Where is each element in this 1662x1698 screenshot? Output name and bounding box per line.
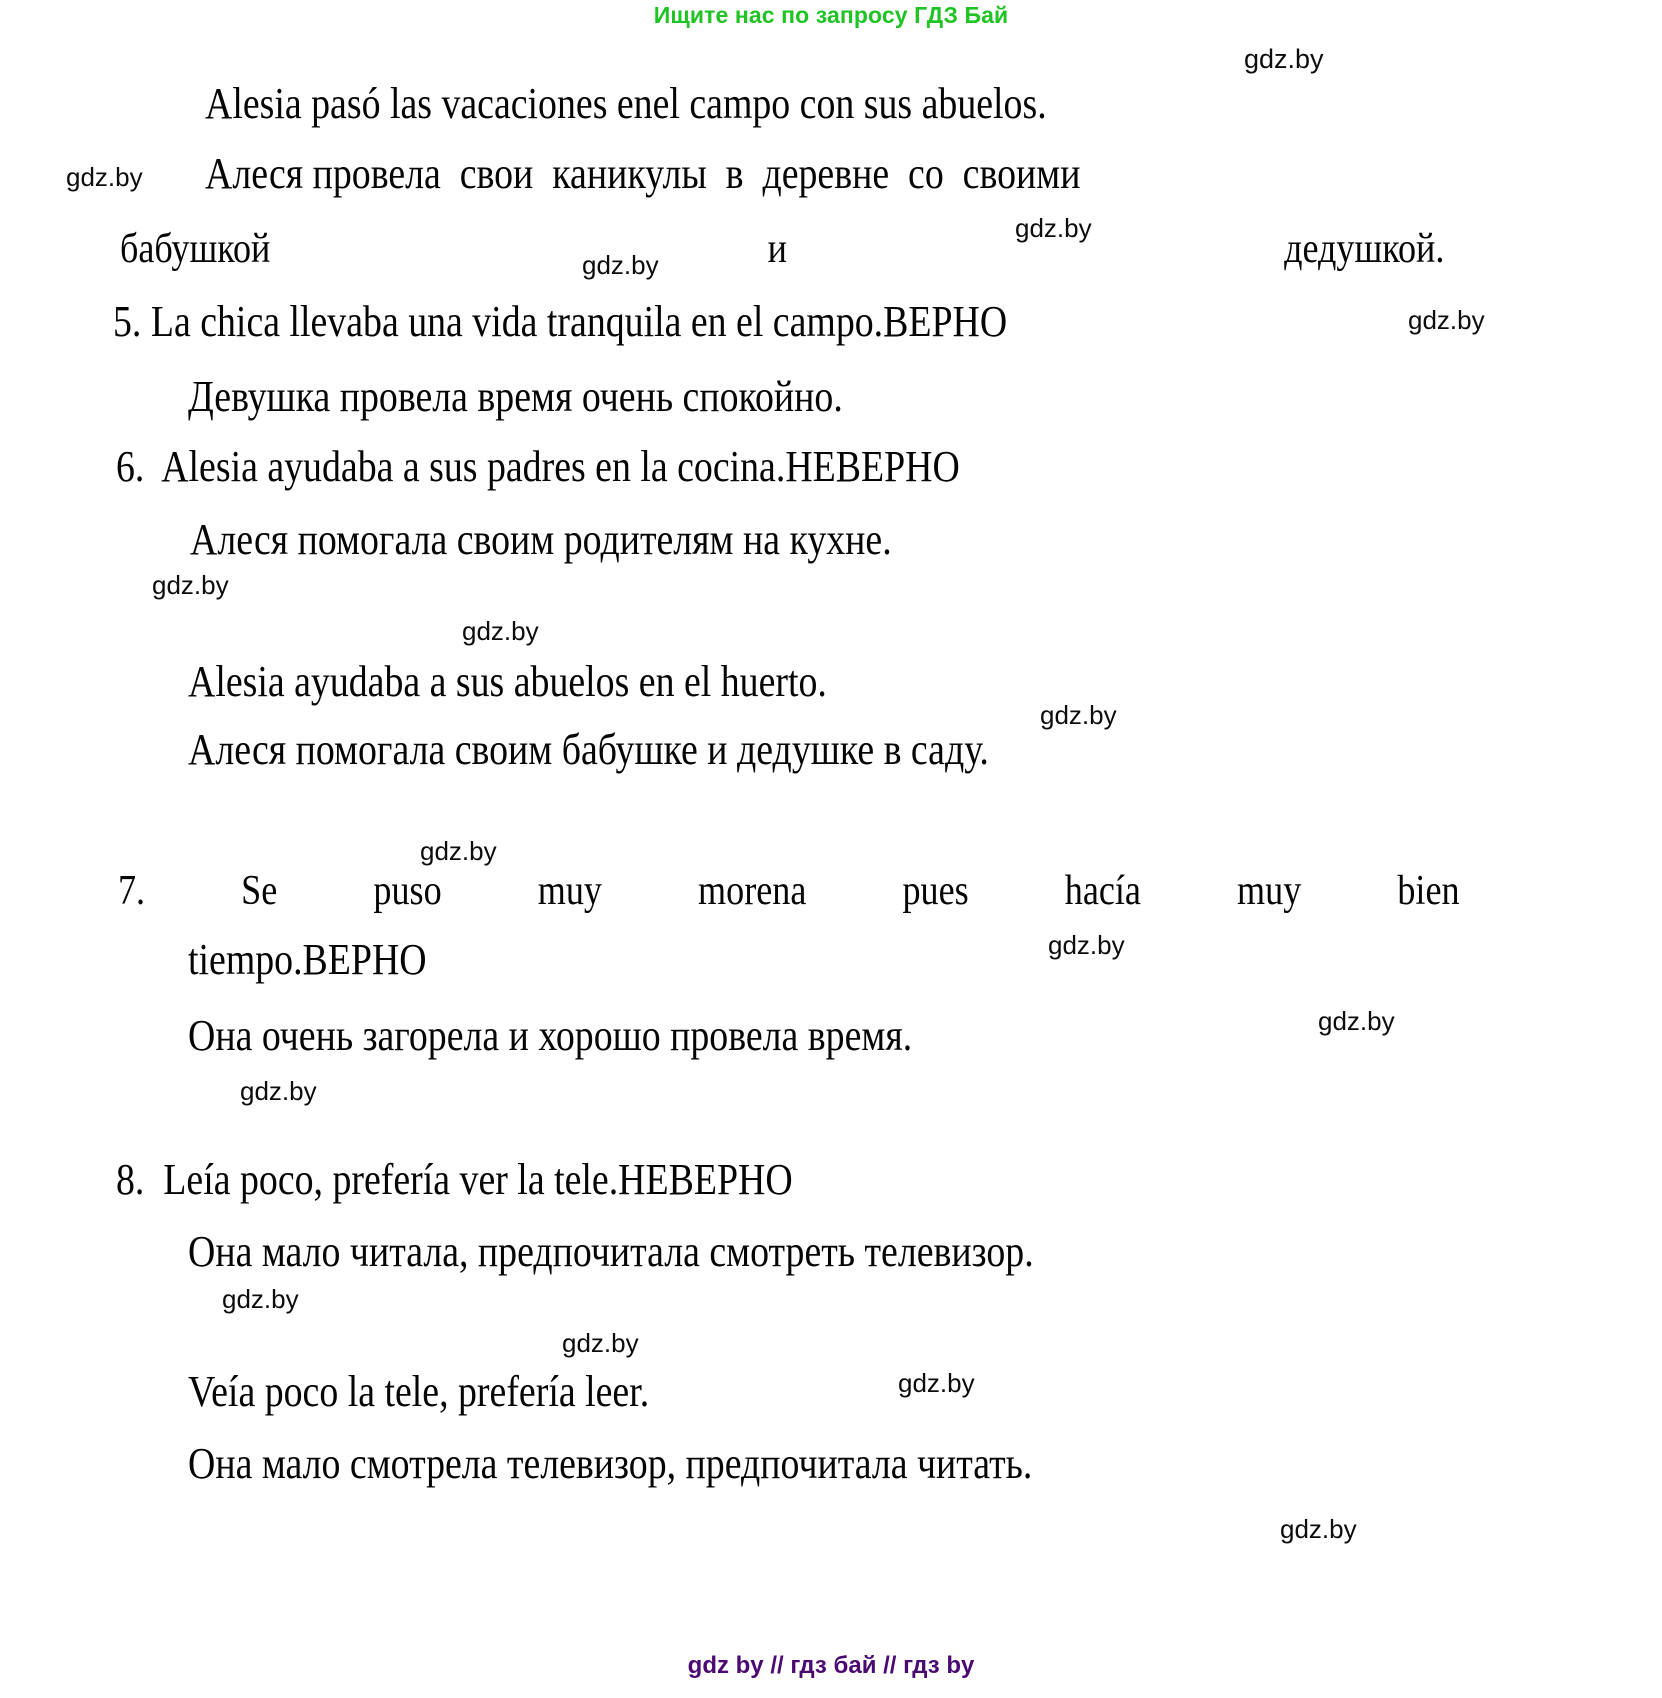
word-hacia: hacía <box>1064 868 1141 914</box>
word-muy-1: muy <box>537 868 602 914</box>
watermark-gdz-by: gdz.by <box>152 570 229 600</box>
text-line-item-6-correction-spanish: Alesia ayudaba a sus abuelos en el huerto. <box>188 657 827 706</box>
text-line-item-8-correction-russian: Она мало смотрела телевизор, предпочитала читать. <box>188 1439 1033 1488</box>
word-muy-2: muy <box>1237 868 1302 914</box>
word-bien: bien <box>1397 868 1460 914</box>
text-fragment-babushkoy: бабушкой <box>120 226 271 272</box>
text-line-item-6-spanish: 6. Alesia ayudaba a sus padres en la cocina.НЕВЕРНО <box>116 442 960 491</box>
text-line-item-7-verdict: tiempo.ВЕРНО <box>188 935 427 984</box>
watermark-gdz-by: gdz.by <box>562 1328 639 1358</box>
text-line-item-7-russian: Она очень загорела и хорошо провела время. <box>188 1011 913 1060</box>
text-fragment-dedushkoy: дедушкой. <box>1284 226 1445 272</box>
word-morena: morena <box>698 868 807 914</box>
watermark-gdz-by: gdz.by <box>1040 700 1117 730</box>
text-line-item-5-russian: Девушка провела время очень спокойно. <box>188 372 843 421</box>
watermark-gdz-by: gdz.by <box>1280 1514 1357 1544</box>
list-number-7: 7. <box>118 868 146 914</box>
text-line-intro-spanish: Alesia pasó las vacaciones enel campo con sus abuelos. <box>205 79 1047 128</box>
watermark-gdz-by: gdz.by <box>1408 305 1485 335</box>
watermark-gdz-by: gdz.by <box>222 1284 299 1314</box>
text-line-item-6-correction-russian: Алеся помогала своим бабушке и дедушке в саду. <box>188 725 989 774</box>
watermark-gdz-by: gdz.by <box>1318 1006 1395 1036</box>
text-line-intro-russian-1: Алеся провела свои каникулы в деревне со своими <box>205 149 1081 198</box>
watermark-gdz-by: gdz.by <box>582 250 659 280</box>
text-line-item-8-correction-spanish: Veía poco la tele, prefería leer. <box>188 1367 650 1416</box>
watermark-gdz-by: gdz.by <box>240 1076 317 1106</box>
footer-site-links: gdz by // гдз бай // гдз by <box>687 1652 975 1679</box>
word-se: Se <box>241 868 278 914</box>
word-pues: pues <box>902 868 969 914</box>
text-line-item-7-spanish <box>118 870 1460 912</box>
text-line-item-5-spanish: 5. La chica llevaba una vida tranquila en el campo.ВЕРНО <box>113 297 1008 346</box>
watermark-gdz-by: gdz.by <box>1244 44 1324 74</box>
watermark-gdz-by: gdz.by <box>1048 930 1125 960</box>
promo-banner-text: Ищите нас по запросу ГДЗ Бай <box>653 2 1009 28</box>
watermark-gdz-by: gdz.by <box>1015 213 1092 243</box>
watermark-gdz-by: gdz.by <box>66 162 143 192</box>
watermark-gdz-by: gdz.by <box>462 616 539 646</box>
text-line-item-6-russian: Алеся помогала своим родителям на кухне. <box>190 515 892 564</box>
watermark-gdz-by: gdz.by <box>898 1368 975 1398</box>
text-fragment-i: и <box>767 226 787 272</box>
text-line-item-8-russian: Она мало читала, предпочитала смотреть телевизор. <box>188 1227 1034 1276</box>
text-line-intro-russian-2 <box>120 228 1444 270</box>
watermark-gdz-by: gdz.by <box>420 836 497 866</box>
text-line-item-8-spanish: 8. Leía poco, prefería ver la tele.НЕВЕРНО <box>116 1155 793 1204</box>
word-puso: puso <box>373 868 442 914</box>
